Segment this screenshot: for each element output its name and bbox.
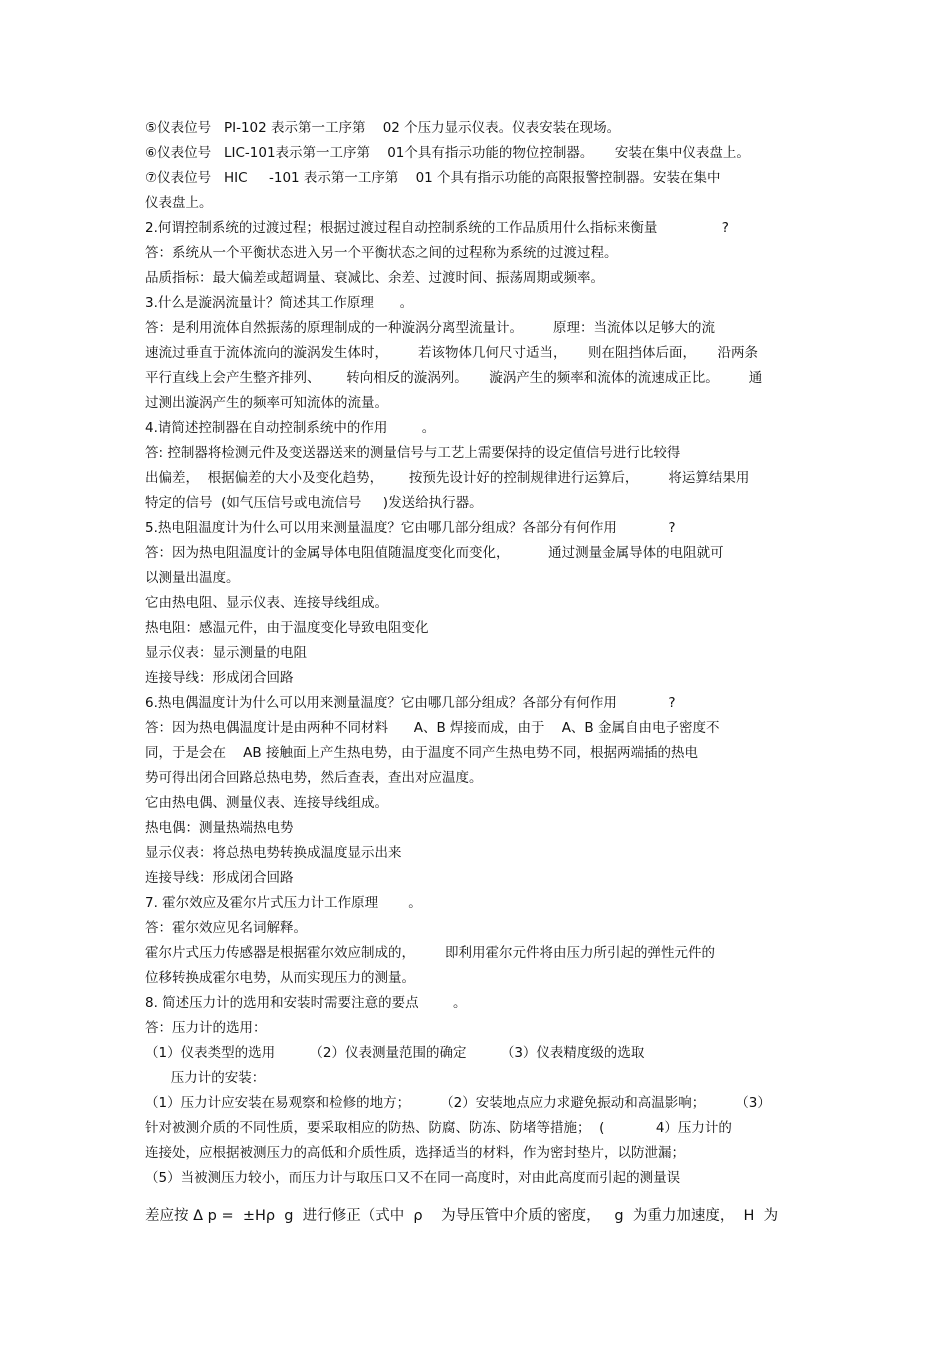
text-line: 2.何谓控制系统的过渡过程；根据过渡过程自动控制系统的工作品质用什么指标来衡量 ? <box>145 220 729 236</box>
text-line: 特定的信号 (如气压信号或电流信号 )发送给执行器。 <box>145 495 483 511</box>
text-line: 品质指标：最大偏差或超调量、衰减比、余差、过渡时间、振荡周期或频率。 <box>145 270 604 286</box>
text-line: 答：霍尔效应见名词解释。 <box>145 920 307 936</box>
text-line: 霍尔片式压力传感器是根据霍尔效应制成的， 即利用霍尔元件将由压力所引起的弹性元件的 <box>145 945 716 961</box>
text-line: 位移转换成霍尔电势，从而实现压力的测量。 <box>145 970 415 986</box>
text-line: 8. 简述压力计的选用和安装时需要注意的要点 。 <box>145 995 467 1011</box>
text-line: 答：是利用流体自然振荡的原理制成的一种漩涡分离型流量计。 原理：当流体以足够大的流 <box>145 320 716 336</box>
text-line: （1）仪表类型的选用 （2）仪表测量范围的确定 （3）仪表精度级的选取 <box>145 1045 645 1061</box>
text-line: 显示仪表：将总热电势转换成温度显示出来 <box>145 845 402 861</box>
text-line: 过测出漩涡产生的频率可知流体的流量。 <box>145 395 388 411</box>
text-line: 连接导线：形成闭合回路 <box>145 870 294 886</box>
text-line: 7. 霍尔效应及霍尔片式压力计工作原理 。 <box>145 895 422 911</box>
text-line: 平行直线上会产生整齐排列、 转向相反的漩涡列。 漩涡产生的频率和流体的流速成正比。 通 <box>145 370 763 386</box>
text-line: 以测量出温度。 <box>145 570 240 586</box>
text-line: 答：压力计的选用： <box>145 1020 267 1036</box>
text-line: 热电阻：感温元件，由于温度变化导致电阻变化 <box>145 620 429 636</box>
text-line: 它由热电阻、显示仪表、连接导线组成。 <box>145 595 388 611</box>
text-line: 压力计的安装： <box>145 1070 266 1086</box>
text-line: 它由热电偶、测量仪表、连接导线组成。 <box>145 795 388 811</box>
text-line: 答：因为热电偶温度计是由两种不同材料 A、B 焊接而成，由于 A、B 金属自由电子密度不 <box>145 720 720 736</box>
text-line: 仪表盘上。 <box>145 195 213 211</box>
text-line: 3.什么是漩涡流量计？简述其工作原理 。 <box>145 295 414 311</box>
text-line: 答: 控制器将检测元件及变送器送来的测量信号与工艺上需要保持的设定值信号进行比较得 <box>145 445 681 461</box>
text-line: 答：因为热电阻温度计的金属导体电阻值随温度变化而变化， 通过测量金属导体的电阻就可 <box>145 545 724 561</box>
text-line: 同，于是会在 AB 接触面上产生热电势，由于温度不同产生热电势不同，根据两端插的热电 <box>145 745 698 761</box>
text-line: 6.热电偶温度计为什么可以用来测量温度？它由哪几部分组成？各部分有何作用 ? <box>145 695 676 711</box>
text-line: 针对被测介质的不同性质，要采取相应的防热、防腐、防冻、防堵等措施； ( 4）压力计的 <box>145 1120 732 1136</box>
text-line: （1）压力计应安装在易观察和检修的地方； （2）安装地点应力求避免振动和高温影响； （3） <box>145 1095 771 1111</box>
text-line: 4.请简述控制器在自动控制系统中的作用 。 <box>145 420 436 436</box>
text-line: ⑤仪表位号 PI-102 表示第一工序第 02 个压力显示仪表。仪表安装在现场。 <box>145 120 621 136</box>
text-line: 连接导线：形成闭合回路 <box>145 670 294 686</box>
text-line: ⑦仪表位号 HIC -101 表示第一工序第 01 个具有指示功能的高限报警控制器。安装在集中 <box>145 170 721 186</box>
text-line: ⑥仪表位号 LIC-101表示第一工序第 01个具有指示功能的物位控制器。 安装在集中仪表盘上。 <box>145 145 750 161</box>
text-line: （5）当被测压力较小，而压力计与取压口又不在同一高度时，对由此高度而引起的测量误 <box>145 1170 681 1186</box>
text-line: 势可得出闭合回路总热电势，然后查表，查出对应温度。 <box>145 770 483 786</box>
text-line: 答：系统从一个平衡状态进入另一个平衡状态之间的过程称为系统的过渡过程。 <box>145 245 618 261</box>
text-line: 连接处，应根据被测压力的高低和介质性质，选择适当的材料，作为密封垫片，以防泄漏； <box>145 1145 685 1161</box>
text-line: 热电偶：测量热端热电势 <box>145 820 294 836</box>
text-line: 5.热电阻温度计为什么可以用来测量温度？它由哪几部分组成？各部分有何作用 ? <box>145 520 676 536</box>
text-line: 显示仪表：显示测量的电阻 <box>145 645 307 661</box>
text-line: 差应按 Δ p = ±Hρ g 进行修正（式中 ρ 为导压管中介质的密度， g 为重力加速度， H 为 <box>145 1208 779 1224</box>
text-line: 出偏差， 根据偏差的大小及变化趋势， 按预先设计好的控制规律进行运算后， 将运算结果用 <box>145 470 750 486</box>
text-line: 速流过垂直于流体流向的漩涡发生体时， 若该物体几何尺寸适当， 则在阻挡体后面， 沿两条 <box>145 345 758 361</box>
